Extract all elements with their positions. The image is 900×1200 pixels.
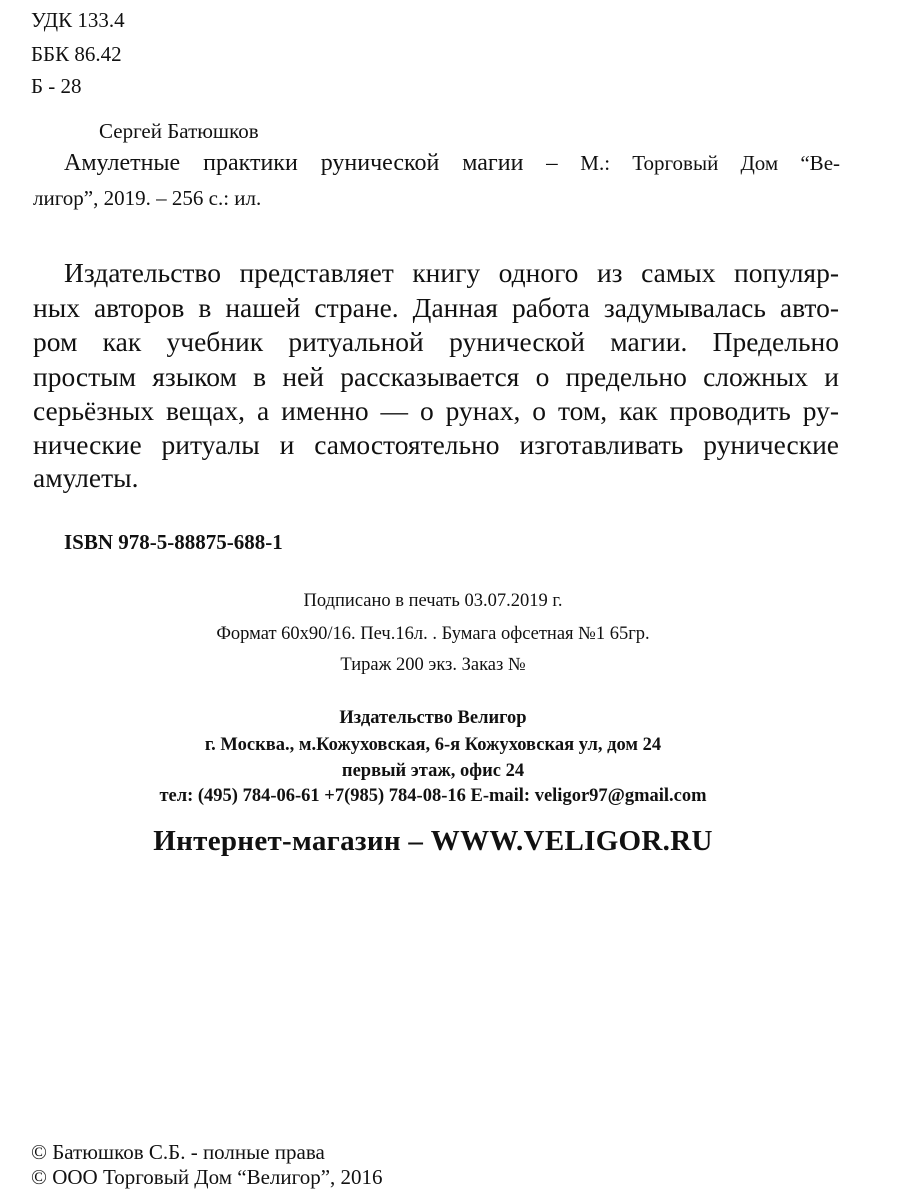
author-mark: Б - 28 bbox=[31, 74, 82, 98]
publisher-address-floor: первый этаж, офис 24 bbox=[341, 761, 525, 781]
print-run: Тираж 200 экз. Заказ № bbox=[340, 655, 526, 675]
abstract-line: ных авторов в нашей стране. Данная работа задумывалась авто- bbox=[33, 292, 839, 323]
publisher-name: Издательство Велигор bbox=[339, 708, 527, 728]
author-name: Сергей Батюшков bbox=[99, 119, 259, 143]
publisher-address: г. Москва., м.Кожуховская, 6-я Кожуховская ул, дом 24 bbox=[204, 735, 662, 755]
signed-to-print: Подписано в печать 03.07.2019 г. bbox=[303, 591, 563, 611]
publisher-contacts: тел: (495) 784-06-61 +7(985) 784-08-16 E-mail: veligor97@gmail.com bbox=[159, 786, 707, 806]
book-title: Амулетные практики рунической магии bbox=[64, 150, 524, 176]
bibliographic-dash: – bbox=[523, 150, 581, 175]
bibliographic-line-1 bbox=[64, 150, 840, 177]
udk-code: УДК 133.4 bbox=[31, 8, 125, 32]
copyright-publisher: © ООО Торговый Дом “Велигор”, 2016 bbox=[31, 1165, 383, 1189]
bbk-code: ББК 86.42 bbox=[31, 42, 122, 66]
isbn: ISBN 978-5-88875-688-1 bbox=[64, 530, 283, 554]
abstract-line: Издательство представляет книгу одного из самых популяр- bbox=[64, 257, 839, 288]
abstract-line: нические ритуалы и самостоятельно изготавливать рунические bbox=[33, 429, 839, 460]
bibliographic-line-2: лигор”, 2019. – 256 с.: ил. bbox=[33, 186, 262, 210]
print-format: Формат 60х90/16. Печ.16л. . Бумага офсетная №1 65гр. bbox=[216, 624, 650, 644]
bibliographic-publisher: М.: Торговый Дом “Ве- bbox=[580, 151, 841, 175]
online-shop: Интернет-магазин – WWW.VELIGOR.RU bbox=[153, 825, 713, 857]
abstract-line: ром как учебник ритуальной рунической магии. Предельно bbox=[33, 326, 839, 357]
copyright-author: © Батюшков С.Б. - полные права bbox=[31, 1140, 325, 1164]
abstract-line: амулеты. bbox=[33, 462, 139, 493]
abstract-line: серьёзных вещах, а именно — о рунах, о том, как проводить ру- bbox=[33, 395, 839, 426]
abstract-line: простым языком в ней рассказывается о предельно сложных и bbox=[33, 361, 839, 392]
